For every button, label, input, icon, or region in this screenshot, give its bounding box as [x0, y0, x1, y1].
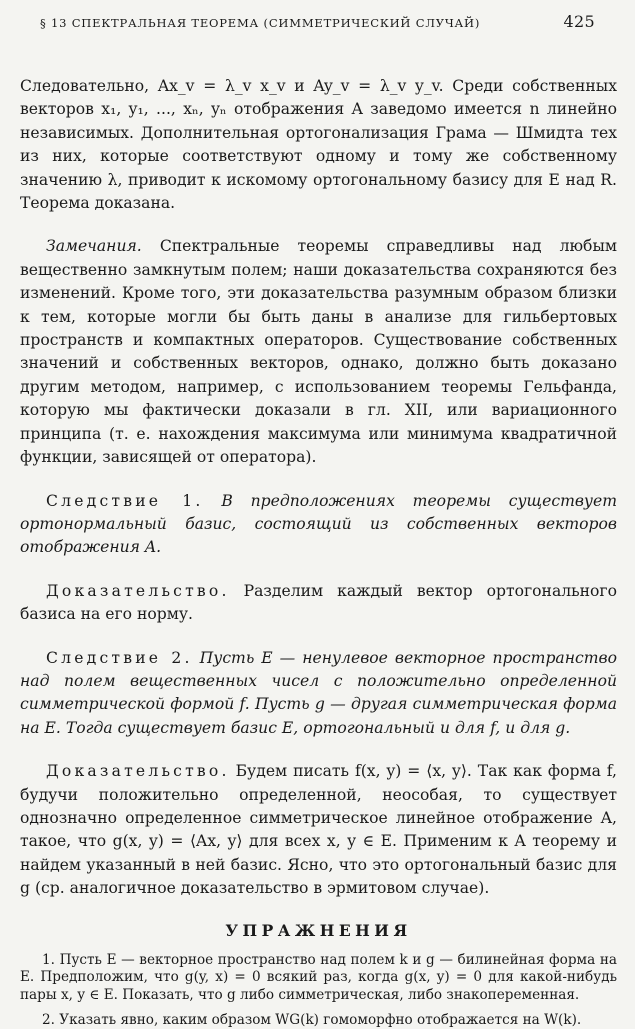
proof-1-label: Доказательство.: [46, 581, 230, 600]
proof-2-text: Будем писать f(x, y) = ⟨x, y⟩. Так как форма f, будучи положительно определенной, неособая, то существует однозначно определенное симметрическое линейное отображение A, такое, что g(x, y) = ⟨Ax, y⟩ для всех x, y ∈ E. Применим к A теорему и найдем указанный в ней базис. Ясно, что это ортогональный базис для g (ср. аналогичное доказательство в эрмитовом случае).: [20, 762, 617, 898]
corollary-1-label: Следствие 1.: [46, 491, 204, 510]
page-number: 425: [563, 12, 595, 31]
corollary-2-label: Следствие 2.: [46, 648, 193, 667]
remarks-paragraph: [20, 235, 617, 469]
page-body: [20, 75, 617, 1029]
corollary-1-text: В предположениях теоремы существует ортонормальный базис, состоящий из собственных векторов отображения A.: [20, 491, 617, 557]
proof-1: [20, 580, 617, 627]
proof-2-label: Доказательство.: [46, 762, 230, 781]
corollary-1: [20, 490, 617, 560]
corollary-2-text: Пусть E — ненулевое векторное пространство над полем вещественных чисел с положительно определенной симметрической формой f. Пусть g — другая симметрическая форма на E. Тогда существует базис E, ортогональный и для f, и для g.: [20, 648, 617, 737]
section-title: § 13 СПЕКТРАЛЬНАЯ ТЕОРЕМА (СИММЕТРИЧЕСКИЙ СЛУЧАЙ): [40, 16, 481, 30]
exercises-list: [20, 952, 617, 1029]
proof-1-text: Разделим каждый вектор ортогонального базиса на его норму.: [20, 581, 617, 624]
exercises-heading: УПРАЖНЕНИЯ: [225, 920, 412, 940]
exercise-item: 2. Указать явно, каким образом WG(k) гомоморфно отображается на W(k).: [42, 1011, 582, 1028]
corollary-2: [20, 647, 617, 741]
running-head: [40, 12, 595, 31]
remarks-label: Замечания.: [46, 237, 142, 256]
exercise-item: 1. Пусть E — векторное пространство над полем k и g — билинейная форма на E. Предположим, что g(y, x) = 0 всякий раз, когда g(x, y) = 0 для какой-нибудь пары x, y ∈ E. Показать, что g либо симметрическая, либо знакопеременная.: [20, 952, 617, 1003]
paragraph-conclusion: Следовательно, Ax_v = λ_v x_v и Ay_v = λ_v y_v. Среди собственных векторов x₁, y₁, ..., xₙ, yₙ отображения A заведомо имеется n линейно независимых. Дополнительная ортогонализация Грама — Шмидта тех из них, которые соответствуют одному и тому же собственному значению λ, приводит к искомому ортогональному базису для E над R. Теорема доказана.: [20, 77, 617, 213]
proof-2: [20, 760, 617, 900]
remarks-text: Спектральные теоремы справедливы над любым вещественно замкнутым полем; наши доказательства сохраняются без изменений. Кроме того, эти доказательства разумным образом близки к тем, которые могли бы быть даны в анализе для гильбертовых пространств и компактных операторов. Существование собственных значений и собственных векторов, однако, должно быть доказано другим методом, например, с использованием теоремы Гельфанда, которую мы фактически доказали в гл. XII, или вариационного принципа (т. е. нахождения максимума или минимума квадратичной функции, зависящей от оператора).: [20, 237, 617, 467]
